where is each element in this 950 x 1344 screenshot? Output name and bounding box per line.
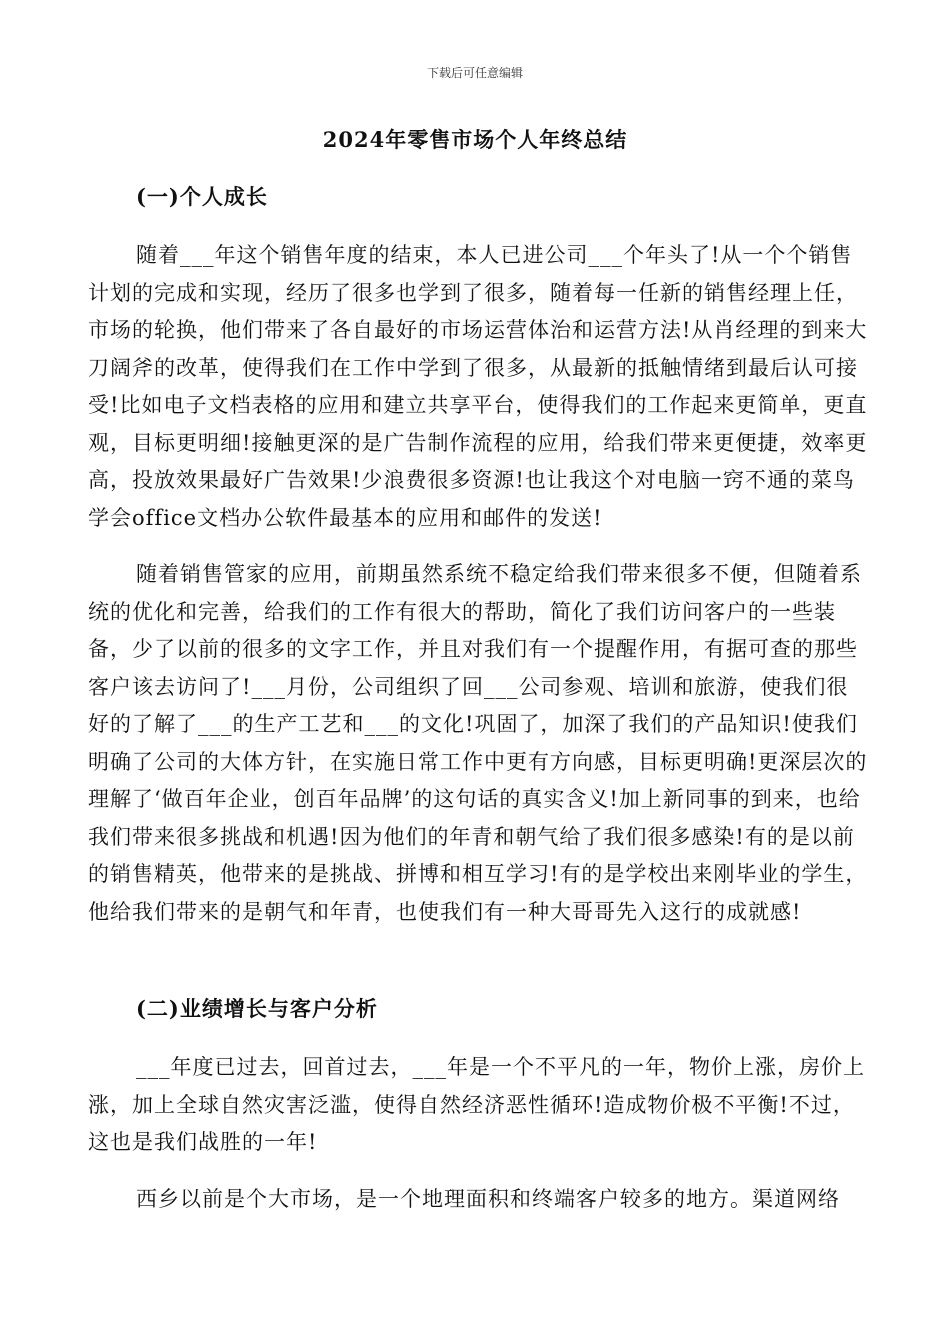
paragraph-1: 随着___年这个销售年度的结束，本人已进公司___个年头了!从一个个销售计划的完成和实现，经历了很多也学到了很多，随着每一任新的销售经理上任，市场的轮换，他们带来了各自最好的市场运营体治和运营方法!从肖经理的到来大刀阔斧的改革，使得我们在工作中学到了很多，从最新的抵触情绪到最后认可接受!比如电子文档表格的应用和建立共享平台，使得我们的工作起来更简单，更直观，目标更明细!接触更深的是广告制作流程的应用，给我们带来更便捷，效率更高，投放效果最好广告效果!少浪费很多资源!也让我这个对电脑一窍不通的菜鸟学会office文档办公软件最基本的应用和邮件的发送! [88,243,868,530]
header-note: 下载后可任意编辑 [426,66,523,80]
document-title: 2024年零售市场个人年终总结 [322,127,628,152]
section-heading-2: (二)业绩增长与客户分析 [136,996,378,1021]
paragraph-2: 随着销售管家的应用，前期虽然系统不稳定给我们带来很多不便，但随着系统的优化和完善，给我们的工作有很大的帮助，简化了我们访问客户的一些装备，少了以前的很多的文字工作，并且对我们有一个提醒作用，有据可查的那些客户该去访问了!___月份，公司组织了回___公司参观、培训和旅游，使我们很好的了解了___的生产工艺和___的文化!巩固了，加深了我们的产品知识!使我们明确了公司的大体方针，在实施日常工作中更有方向感，目标更明确!更深层次的理解了‘做百年企业，创百年品牌’的这句话的真实含义!加上新同事的到来，也给我们带来很多挑战和机遇!因为他们的年青和朝气给了我们很多感染!有的是以前的销售精英，他带来的是挑战、拼博和相互学习!有的是学校出来刚毕业的学生，他给我们带来的是朝气和年青，也使我们有一种大哥哥先入这行的成就感! [88,562,868,924]
paragraph-3: ___年度已过去，回首过去，___年是一个不平凡的一年，物价上涨，房价上涨，加上全球自然灾害泛滥，使得自然经济恶性循环!造成物价极不平衡!不过，这也是我们战胜的一年! [88,1055,865,1154]
paragraph-4: 西乡以前是个大市场，是一个地理面积和终端客户较多的地方。渠道网络 [136,1187,840,1211]
section-heading-1: (一)个人成长 [136,184,268,209]
